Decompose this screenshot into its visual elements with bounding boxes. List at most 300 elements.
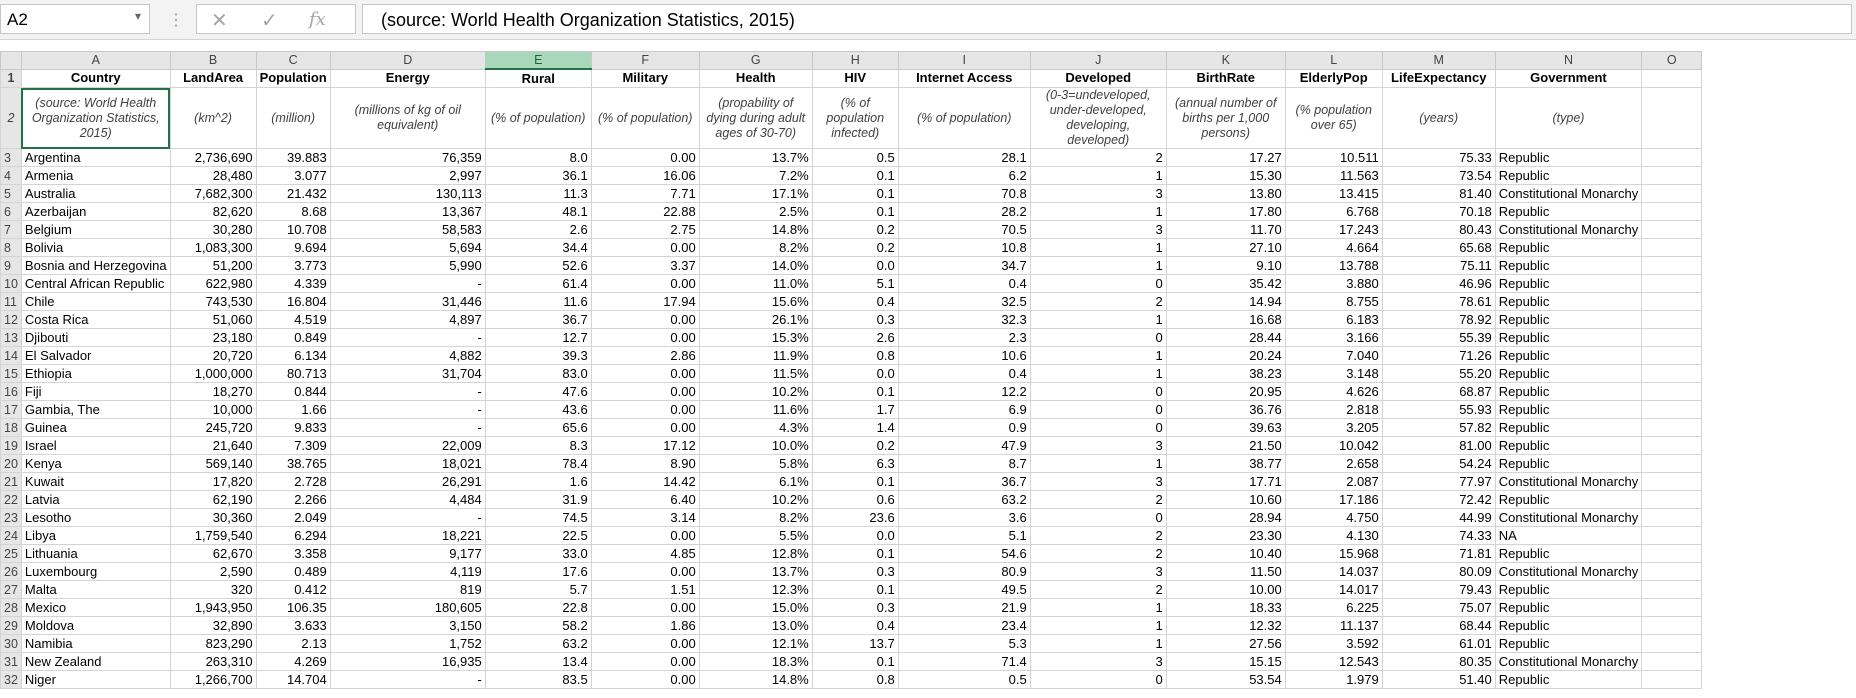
row-header[interactable]: 5 — [1, 185, 22, 203]
row-header[interactable]: 24 — [1, 527, 22, 545]
cell[interactable]: Argentina — [21, 149, 170, 167]
cell[interactable]: - — [330, 509, 485, 527]
cell[interactable]: 6.40 — [591, 491, 699, 509]
cell[interactable]: Constitutional Monarchy — [1495, 653, 1641, 671]
unit-cell[interactable]: (millions of kg of oil equivalent) — [330, 88, 485, 149]
unit-cell[interactable]: (0-3=undeveloped, under-developed, developing, developed) — [1030, 88, 1166, 149]
row-header[interactable]: 27 — [1, 581, 22, 599]
cell[interactable]: 62,670 — [170, 545, 256, 563]
cell[interactable]: 3.148 — [1285, 365, 1382, 383]
cell[interactable]: 1.979 — [1285, 671, 1382, 689]
cell[interactable]: 16,935 — [330, 653, 485, 671]
cell[interactable] — [1642, 437, 1702, 455]
cell[interactable]: 23.30 — [1166, 527, 1285, 545]
cell[interactable]: Malta — [21, 581, 170, 599]
cell[interactable]: 74.33 — [1382, 527, 1495, 545]
cell[interactable]: 4.269 — [256, 653, 330, 671]
cell[interactable]: 2.13 — [256, 635, 330, 653]
cell[interactable]: 31.9 — [485, 491, 591, 509]
cell[interactable]: 20,720 — [170, 347, 256, 365]
cell[interactable] — [1642, 185, 1702, 203]
cell[interactable]: 0.00 — [591, 149, 699, 167]
cell[interactable]: 13.7% — [699, 563, 812, 581]
unit-cell[interactable]: (km^2) — [170, 88, 256, 149]
cell[interactable]: 23,180 — [170, 329, 256, 347]
cell[interactable]: 13.80 — [1166, 185, 1285, 203]
row-header[interactable]: 26 — [1, 563, 22, 581]
cell[interactable]: 3.6 — [898, 509, 1030, 527]
cell[interactable]: Guinea — [21, 419, 170, 437]
cell[interactable] — [1642, 527, 1702, 545]
cell[interactable]: 47.6 — [485, 383, 591, 401]
cell[interactable]: 68.44 — [1382, 617, 1495, 635]
cell[interactable]: 4.130 — [1285, 527, 1382, 545]
cell[interactable]: 30,360 — [170, 509, 256, 527]
cell[interactable] — [1642, 401, 1702, 419]
cell[interactable]: 13.788 — [1285, 257, 1382, 275]
cell[interactable]: New Zealand — [21, 653, 170, 671]
cell[interactable]: 5.7 — [485, 581, 591, 599]
cell[interactable]: 0.2 — [812, 239, 898, 257]
cell[interactable]: 0.6 — [812, 491, 898, 509]
cell[interactable]: 0.2 — [812, 437, 898, 455]
cell[interactable]: 13.4 — [485, 653, 591, 671]
cell[interactable]: 70.5 — [898, 221, 1030, 239]
cell[interactable]: 39.3 — [485, 347, 591, 365]
cell[interactable] — [1642, 545, 1702, 563]
cell[interactable]: 10.60 — [1166, 491, 1285, 509]
cell[interactable] — [1642, 365, 1702, 383]
cell[interactable]: 8.0 — [485, 149, 591, 167]
cell[interactable]: Belgium — [21, 221, 170, 239]
cell[interactable]: 0.4 — [898, 275, 1030, 293]
cell[interactable]: 0.3 — [812, 311, 898, 329]
cell[interactable]: 51,060 — [170, 311, 256, 329]
cell[interactable]: 5,990 — [330, 257, 485, 275]
cell[interactable]: 55.39 — [1382, 329, 1495, 347]
cell[interactable]: 9.694 — [256, 239, 330, 257]
cell[interactable]: 0.1 — [812, 581, 898, 599]
cell[interactable]: 14.94 — [1166, 293, 1285, 311]
cell[interactable]: 28.94 — [1166, 509, 1285, 527]
row-header[interactable]: 11 — [1, 293, 22, 311]
cell[interactable]: 1 — [1030, 599, 1166, 617]
cell[interactable]: 1 — [1030, 617, 1166, 635]
cell[interactable]: 3 — [1030, 653, 1166, 671]
cell[interactable]: 78.61 — [1382, 293, 1495, 311]
cell[interactable]: 12.3% — [699, 581, 812, 599]
cell[interactable]: 5.3 — [898, 635, 1030, 653]
cell[interactable]: 4.3% — [699, 419, 812, 437]
name-box-dropdown-icon[interactable]: ▾ — [134, 9, 141, 23]
cell[interactable]: Gambia, The — [21, 401, 170, 419]
cell[interactable]: 16.06 — [591, 167, 699, 185]
cell[interactable]: 20.95 — [1166, 383, 1285, 401]
cell[interactable]: 0.8 — [812, 671, 898, 689]
cell[interactable]: 6.9 — [898, 401, 1030, 419]
cell[interactable]: 28.1 — [898, 149, 1030, 167]
cell[interactable]: 21.9 — [898, 599, 1030, 617]
cell[interactable]: 27.56 — [1166, 635, 1285, 653]
cell[interactable]: 4.85 — [591, 545, 699, 563]
cell[interactable]: 0.00 — [591, 635, 699, 653]
cell[interactable]: 28.44 — [1166, 329, 1285, 347]
cell[interactable]: 2.5% — [699, 203, 812, 221]
cell[interactable]: 6.3 — [812, 455, 898, 473]
cell[interactable]: 11.3 — [485, 185, 591, 203]
cell[interactable]: 5.1 — [898, 527, 1030, 545]
cell[interactable]: 0.0 — [812, 257, 898, 275]
cell[interactable]: 36.1 — [485, 167, 591, 185]
cell[interactable]: Central African Republic — [21, 275, 170, 293]
cell[interactable]: Lithuania — [21, 545, 170, 563]
column-header-i[interactable]: I — [898, 52, 1030, 70]
cell[interactable]: 0.4 — [812, 293, 898, 311]
cell[interactable]: 4,484 — [330, 491, 485, 509]
cell[interactable]: 30,280 — [170, 221, 256, 239]
row-header[interactable]: 8 — [1, 239, 22, 257]
column-header-e[interactable]: E — [485, 52, 591, 70]
cell[interactable]: 10.00 — [1166, 581, 1285, 599]
cell[interactable]: 10.0% — [699, 437, 812, 455]
cell[interactable]: 49.5 — [898, 581, 1030, 599]
row-header[interactable]: 23 — [1, 509, 22, 527]
cell[interactable]: 8.3 — [485, 437, 591, 455]
cell[interactable]: 17.27 — [1166, 149, 1285, 167]
unit-cell[interactable]: (years) — [1382, 88, 1495, 149]
cell[interactable]: 0.00 — [591, 383, 699, 401]
unit-cell[interactable]: (type) — [1495, 88, 1641, 149]
cell[interactable]: 3 — [1030, 221, 1166, 239]
cell[interactable]: 70.8 — [898, 185, 1030, 203]
cell[interactable]: Niger — [21, 671, 170, 689]
cell[interactable]: 17.94 — [591, 293, 699, 311]
cell[interactable]: 17.12 — [591, 437, 699, 455]
cell[interactable]: Republic — [1495, 545, 1641, 563]
cell[interactable]: 2 — [1030, 581, 1166, 599]
cell[interactable]: 0 — [1030, 275, 1166, 293]
row-header[interactable]: 18 — [1, 419, 22, 437]
cell[interactable] — [1642, 329, 1702, 347]
row-header[interactable]: 22 — [1, 491, 22, 509]
cell[interactable] — [1642, 239, 1702, 257]
cell[interactable]: 14.037 — [1285, 563, 1382, 581]
cell[interactable]: 13.7 — [812, 635, 898, 653]
cell[interactable]: 11.70 — [1166, 221, 1285, 239]
cell[interactable]: Republic — [1495, 599, 1641, 617]
cell[interactable]: 3.166 — [1285, 329, 1382, 347]
cell[interactable] — [1642, 581, 1702, 599]
cell[interactable]: 12.2 — [898, 383, 1030, 401]
row-header[interactable]: 32 — [1, 671, 22, 689]
cell[interactable]: 17,820 — [170, 473, 256, 491]
cell[interactable]: 130,113 — [330, 185, 485, 203]
cell[interactable]: 11.9% — [699, 347, 812, 365]
cell[interactable]: 0.3 — [812, 563, 898, 581]
cell[interactable]: 71.81 — [1382, 545, 1495, 563]
cell[interactable]: 21.432 — [256, 185, 330, 203]
cell[interactable]: 38.77 — [1166, 455, 1285, 473]
cell[interactable]: 36.76 — [1166, 401, 1285, 419]
cell[interactable]: 7.040 — [1285, 347, 1382, 365]
cell[interactable]: 2.86 — [591, 347, 699, 365]
cell[interactable]: 32.3 — [898, 311, 1030, 329]
cell[interactable]: 1,752 — [330, 635, 485, 653]
cell[interactable]: 23.4 — [898, 617, 1030, 635]
cell[interactable]: 569,140 — [170, 455, 256, 473]
cell[interactable]: 2,997 — [330, 167, 485, 185]
cell[interactable]: 17.6 — [485, 563, 591, 581]
cell[interactable]: Kuwait — [21, 473, 170, 491]
cell[interactable]: 58,583 — [330, 221, 485, 239]
row-header[interactable]: 20 — [1, 455, 22, 473]
cell[interactable]: 2 — [1030, 545, 1166, 563]
cell[interactable]: 15.30 — [1166, 167, 1285, 185]
cell[interactable]: 1,000,000 — [170, 365, 256, 383]
cell[interactable]: 5.5% — [699, 527, 812, 545]
cell[interactable]: 11.50 — [1166, 563, 1285, 581]
cell[interactable]: Republic — [1495, 293, 1641, 311]
cell[interactable]: 65.68 — [1382, 239, 1495, 257]
column-title-cell[interactable]: Government — [1495, 69, 1641, 88]
cell[interactable]: 3 — [1030, 563, 1166, 581]
column-title-cell[interactable]: BirthRate — [1166, 69, 1285, 88]
cell[interactable]: 72.42 — [1382, 491, 1495, 509]
column-title-cell[interactable]: Health — [699, 69, 812, 88]
name-box[interactable] — [0, 4, 150, 34]
row-header[interactable]: 12 — [1, 311, 22, 329]
unit-cell[interactable]: (propability of dying during adult ages of 30-70) — [699, 88, 812, 149]
cell[interactable]: Republic — [1495, 635, 1641, 653]
cell[interactable]: 15.6% — [699, 293, 812, 311]
cell[interactable] — [1642, 455, 1702, 473]
cell[interactable]: Republic — [1495, 617, 1641, 635]
cell[interactable]: 2 — [1030, 527, 1166, 545]
cell[interactable]: 0.00 — [591, 527, 699, 545]
cell[interactable]: Mexico — [21, 599, 170, 617]
cell[interactable]: Republic — [1495, 347, 1641, 365]
cell[interactable]: 13.415 — [1285, 185, 1382, 203]
cell[interactable]: 80.35 — [1382, 653, 1495, 671]
cell[interactable]: 0.1 — [812, 545, 898, 563]
cell[interactable]: 4.750 — [1285, 509, 1382, 527]
column-title-cell[interactable]: LifeExpectancy — [1382, 69, 1495, 88]
cell[interactable]: Namibia — [21, 635, 170, 653]
unit-cell[interactable]: (source: World Health Organization Statistics, 2015) — [21, 88, 170, 149]
cell[interactable]: 0.1 — [812, 167, 898, 185]
cell[interactable]: 0.844 — [256, 383, 330, 401]
cell[interactable]: 55.93 — [1382, 401, 1495, 419]
cell[interactable]: 83.5 — [485, 671, 591, 689]
cell[interactable]: 3.14 — [591, 509, 699, 527]
cell[interactable]: 10.042 — [1285, 437, 1382, 455]
cell[interactable]: 78.4 — [485, 455, 591, 473]
cell[interactable]: Azerbaijan — [21, 203, 170, 221]
cell[interactable]: - — [330, 275, 485, 293]
cell[interactable]: 1,943,950 — [170, 599, 256, 617]
cell[interactable] — [1642, 491, 1702, 509]
cell[interactable]: 14.0% — [699, 257, 812, 275]
cell[interactable]: 78.92 — [1382, 311, 1495, 329]
enter-checkmark-icon[interactable]: ✓ — [261, 10, 278, 32]
cell[interactable]: 1.86 — [591, 617, 699, 635]
column-header-h[interactable]: H — [812, 52, 898, 70]
cell[interactable]: 2 — [1030, 293, 1166, 311]
cell[interactable]: 5.1 — [812, 275, 898, 293]
cell[interactable]: 20.24 — [1166, 347, 1285, 365]
column-header-n[interactable]: N — [1495, 52, 1641, 70]
cell[interactable]: 1 — [1030, 347, 1166, 365]
cell[interactable]: 1 — [1030, 455, 1166, 473]
cell[interactable]: 34.7 — [898, 257, 1030, 275]
cell[interactable] — [1642, 653, 1702, 671]
cell[interactable]: 21.50 — [1166, 437, 1285, 455]
cell[interactable]: 65.6 — [485, 419, 591, 437]
cell[interactable]: 18,270 — [170, 383, 256, 401]
cell[interactable]: 0.2 — [812, 221, 898, 239]
cell[interactable]: 0 — [1030, 329, 1166, 347]
cell[interactable]: 2.658 — [1285, 455, 1382, 473]
cell[interactable]: Costa Rica — [21, 311, 170, 329]
cell[interactable]: 0.00 — [591, 365, 699, 383]
cell[interactable]: 1.66 — [256, 401, 330, 419]
cell[interactable]: 10.40 — [1166, 545, 1285, 563]
cell[interactable] — [1642, 167, 1702, 185]
cell[interactable]: 3.37 — [591, 257, 699, 275]
cell[interactable] — [1642, 671, 1702, 689]
cell[interactable]: Ethiopia — [21, 365, 170, 383]
cell[interactable]: Constitutional Monarchy — [1495, 185, 1641, 203]
cell[interactable]: 57.82 — [1382, 419, 1495, 437]
cell[interactable] — [1642, 347, 1702, 365]
cell[interactable]: Republic — [1495, 419, 1641, 437]
cell[interactable]: 16.68 — [1166, 311, 1285, 329]
unit-cell[interactable]: (% of population) — [591, 88, 699, 149]
row-header[interactable]: 28 — [1, 599, 22, 617]
cell[interactable] — [1642, 257, 1702, 275]
row-header[interactable]: 13 — [1, 329, 22, 347]
cell[interactable]: 0.412 — [256, 581, 330, 599]
cell[interactable]: 0.00 — [591, 329, 699, 347]
cell[interactable]: 75.11 — [1382, 257, 1495, 275]
cell[interactable]: 4.664 — [1285, 239, 1382, 257]
cell[interactable]: 8.90 — [591, 455, 699, 473]
cell[interactable]: 2,736,690 — [170, 149, 256, 167]
cell[interactable]: 7.2% — [699, 167, 812, 185]
cell[interactable]: Republic — [1495, 455, 1641, 473]
cell[interactable]: Republic — [1495, 383, 1641, 401]
cell[interactable]: Republic — [1495, 329, 1641, 347]
column-header-d[interactable]: D — [330, 52, 485, 70]
column-header-c[interactable]: C — [256, 52, 330, 70]
column-header-l[interactable]: L — [1285, 52, 1382, 70]
row-header[interactable]: 17 — [1, 401, 22, 419]
row-header[interactable]: 30 — [1, 635, 22, 653]
cell[interactable]: Armenia — [21, 167, 170, 185]
cell[interactable]: 79.43 — [1382, 581, 1495, 599]
cell[interactable]: 33.0 — [485, 545, 591, 563]
cell[interactable]: 71.26 — [1382, 347, 1495, 365]
row-header[interactable]: 9 — [1, 257, 22, 275]
cell[interactable]: 17.186 — [1285, 491, 1382, 509]
cell[interactable]: 81.00 — [1382, 437, 1495, 455]
cell[interactable] — [1642, 599, 1702, 617]
cell[interactable]: 52.6 — [485, 257, 591, 275]
cell[interactable]: 0.5 — [812, 149, 898, 167]
row-header[interactable]: 31 — [1, 653, 22, 671]
cell[interactable]: 31,704 — [330, 365, 485, 383]
cell[interactable]: 47.9 — [898, 437, 1030, 455]
cell[interactable]: 80.9 — [898, 563, 1030, 581]
cell[interactable]: 1.7 — [812, 401, 898, 419]
cell[interactable]: 34.4 — [485, 239, 591, 257]
cell[interactable]: 10.708 — [256, 221, 330, 239]
cell[interactable]: 80.09 — [1382, 563, 1495, 581]
cell[interactable]: Australia — [21, 185, 170, 203]
cell[interactable]: 28,480 — [170, 167, 256, 185]
cell[interactable]: 14.8% — [699, 671, 812, 689]
cell[interactable]: 3,150 — [330, 617, 485, 635]
cell[interactable]: 0.1 — [812, 653, 898, 671]
cell[interactable]: 2,590 — [170, 563, 256, 581]
cell[interactable] — [1642, 563, 1702, 581]
cell[interactable]: 263,310 — [170, 653, 256, 671]
cell[interactable]: 51,200 — [170, 257, 256, 275]
cell[interactable]: 11.0% — [699, 275, 812, 293]
cell[interactable]: 8.68 — [256, 203, 330, 221]
cell[interactable] — [1642, 221, 1702, 239]
cell[interactable]: 0.00 — [591, 275, 699, 293]
cell[interactable]: 77.97 — [1382, 473, 1495, 491]
column-title-cell[interactable]: Military — [591, 69, 699, 88]
cell[interactable]: 63.2 — [485, 635, 591, 653]
column-header-m[interactable]: M — [1382, 52, 1495, 70]
cell[interactable]: Republic — [1495, 257, 1641, 275]
cell[interactable]: 14.8% — [699, 221, 812, 239]
cell[interactable]: 21,640 — [170, 437, 256, 455]
cell[interactable] — [1642, 203, 1702, 221]
cell[interactable]: 0 — [1030, 419, 1166, 437]
cell[interactable]: 1 — [1030, 239, 1166, 257]
cell[interactable]: - — [330, 671, 485, 689]
cell[interactable]: 18,021 — [330, 455, 485, 473]
cell[interactable]: 1.4 — [812, 419, 898, 437]
column-header-a[interactable]: A — [21, 52, 170, 70]
cell[interactable]: 3 — [1030, 437, 1166, 455]
cell[interactable]: 1,266,700 — [170, 671, 256, 689]
cell[interactable]: 0.5 — [898, 671, 1030, 689]
cell[interactable]: 6.134 — [256, 347, 330, 365]
cell[interactable]: 4.626 — [1285, 383, 1382, 401]
cell[interactable] — [1642, 473, 1702, 491]
cell[interactable]: 81.40 — [1382, 185, 1495, 203]
cell[interactable]: Moldova — [21, 617, 170, 635]
cell[interactable]: 2.087 — [1285, 473, 1382, 491]
cell[interactable]: Constitutional Monarchy — [1495, 221, 1641, 239]
column-header-o[interactable]: O — [1642, 52, 1702, 70]
unit-cell[interactable]: (% of population) — [898, 88, 1030, 149]
cell[interactable]: 14.017 — [1285, 581, 1382, 599]
cell[interactable]: 12.543 — [1285, 653, 1382, 671]
cell[interactable]: 17.71 — [1166, 473, 1285, 491]
column-header-f[interactable]: F — [591, 52, 699, 70]
row-header[interactable]: 2 — [1, 88, 22, 149]
cell[interactable]: 22.88 — [591, 203, 699, 221]
cell[interactable]: 68.87 — [1382, 383, 1495, 401]
cell[interactable]: Republic — [1495, 239, 1641, 257]
cell[interactable]: 6.2 — [898, 167, 1030, 185]
cell[interactable]: 2 — [1030, 149, 1166, 167]
